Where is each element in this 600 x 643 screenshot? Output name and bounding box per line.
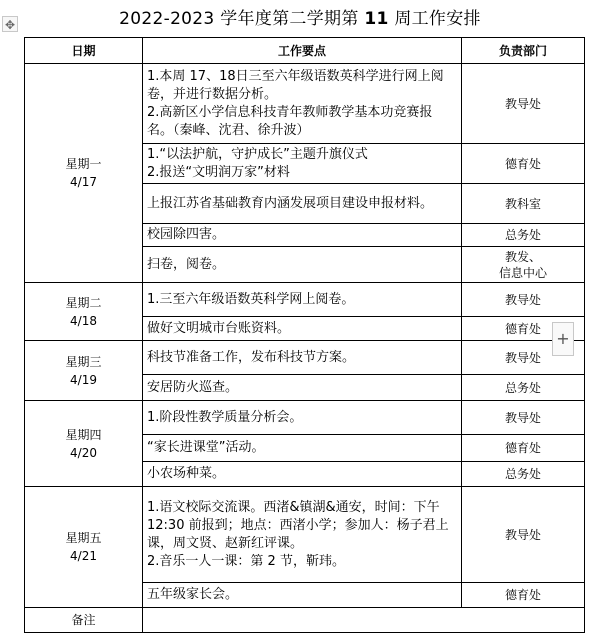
task-item: 科技节准备工作，发布科技节方案。 — [147, 349, 356, 365]
task-cell[interactable] — [143, 487, 462, 583]
dept-cell — [462, 144, 585, 184]
dept-label: 德育处 — [504, 588, 541, 602]
task-item: 2.高新区小学信息科技青年教师教学基本功竞赛报名。（秦峰、沈君、徐升波） — [147, 104, 433, 138]
dept-label: 教导处 — [504, 350, 541, 365]
task-cell[interactable] — [143, 283, 462, 317]
dept-cell — [462, 247, 585, 283]
task-item: 2.音乐一人一课：第 2 节，靳玮。 — [147, 553, 345, 569]
table-row — [25, 401, 585, 435]
dept-cell — [462, 435, 585, 462]
task-item: 做好文明城市台账资料。 — [147, 320, 291, 336]
add-row-button[interactable] — [552, 322, 574, 356]
dept-cell — [462, 462, 585, 487]
schedule-body — [25, 64, 585, 633]
task-item: 扫卷，阅卷。 — [147, 256, 226, 272]
task-item: 上报江苏省基础教育内涵发展项目建设申报材料。 — [147, 195, 434, 211]
dept-label: 德育处 — [504, 441, 541, 455]
table-row — [25, 64, 585, 144]
dept-label: 德育处 — [504, 156, 541, 171]
move-handle-icon: ✥ — [4, 18, 16, 32]
dept-label: 总务处 — [504, 228, 541, 242]
task-cell[interactable] — [143, 435, 462, 462]
title-suffix: 周工作安排 — [388, 9, 481, 29]
date-label: 4/21 — [70, 549, 97, 563]
date-label: 4/18 — [70, 313, 97, 328]
title-prefix: 2022-2023 学年度第二学期第 — [119, 9, 365, 29]
dept-label: 教导处 — [504, 410, 541, 425]
task-item: 2.报送“文明润万家”材料 — [147, 164, 290, 180]
task-item: 校园除四害。 — [147, 227, 226, 242]
task-cell[interactable] — [143, 401, 462, 435]
task-cell[interactable] — [143, 341, 462, 375]
table-row — [25, 283, 585, 317]
table-row — [25, 341, 585, 375]
task-item: 1.“以法护航，守护成长”主题升旗仪式 — [147, 146, 368, 162]
header-date: 日期 — [25, 38, 143, 64]
day-cell — [25, 401, 143, 487]
dept-cell — [462, 487, 585, 583]
day-cell — [25, 341, 143, 401]
dept-cell — [462, 401, 585, 435]
task-item: 小农场种菜。 — [147, 466, 226, 481]
dept-label: 教导处 — [504, 96, 541, 111]
header-tasks: 工作要点 — [143, 38, 462, 64]
header-dept: 负责部门 — [462, 38, 585, 64]
task-cell[interactable] — [143, 583, 462, 608]
dept-cell — [462, 583, 585, 608]
task-item: “家长进课堂”活动。 — [147, 440, 265, 455]
title-week-number: 11 — [364, 9, 389, 29]
task-item: 五年级家长会。 — [147, 587, 239, 602]
day-cell — [25, 283, 143, 341]
task-cell[interactable] — [143, 64, 462, 144]
task-cell[interactable] — [143, 317, 462, 341]
day-label: 星期一 — [65, 157, 102, 171]
dept-label: 总务处 — [504, 380, 541, 395]
dept-cell — [462, 184, 585, 224]
dept-label: 信息中心 — [498, 265, 547, 280]
dept-cell — [462, 224, 585, 247]
remarks-row — [25, 608, 585, 633]
remarks-label: 备注 — [25, 608, 143, 633]
day-label: 星期三 — [65, 354, 102, 369]
schedule-table — [24, 37, 585, 633]
day-cell — [25, 64, 143, 283]
remarks-cell[interactable] — [143, 608, 585, 633]
date-label: 4/17 — [70, 175, 97, 189]
header-row — [25, 38, 585, 64]
task-item: 安居防火巡查。 — [147, 379, 239, 395]
day-cell — [25, 487, 143, 608]
dept-label: 德育处 — [504, 321, 541, 336]
plus-icon: + — [556, 329, 570, 348]
date-label: 4/19 — [70, 372, 97, 387]
task-item: 1.语文校际交流课。西渚&镇湖&通安，时间：下午 12:30 前报到；地点：西渚小学；参加人：杨子君上课，周文贤、赵新红评课。 — [147, 499, 449, 551]
task-item: 1.阶段性教学质量分析会。 — [147, 409, 303, 425]
task-item: 1.本周 17、18日三至六年级语数英科学进行网上阅卷，并进行数据分析。 — [147, 68, 444, 102]
table-row — [25, 487, 585, 583]
day-label: 星期五 — [65, 531, 102, 545]
task-cell[interactable] — [143, 224, 462, 247]
task-cell[interactable] — [143, 247, 462, 283]
dept-label: 总务处 — [504, 467, 541, 481]
dept-cell — [462, 283, 585, 317]
dept-cell — [462, 64, 585, 144]
task-cell[interactable] — [143, 462, 462, 487]
page-title — [0, 4, 600, 29]
task-cell[interactable] — [143, 375, 462, 401]
dept-label: 教导处 — [504, 292, 541, 307]
dept-label: 教导处 — [504, 527, 541, 542]
day-label: 星期二 — [65, 295, 102, 310]
task-item: 1.三至六年级语数英科学网上阅卷。 — [147, 291, 355, 307]
task-cell[interactable] — [143, 184, 462, 224]
dept-label: 教发、 — [504, 249, 541, 264]
date-label: 4/20 — [70, 445, 97, 460]
dept-cell — [462, 375, 585, 401]
day-label: 星期四 — [65, 427, 102, 442]
dept-label: 教科室 — [504, 196, 541, 211]
task-cell[interactable] — [143, 144, 462, 184]
